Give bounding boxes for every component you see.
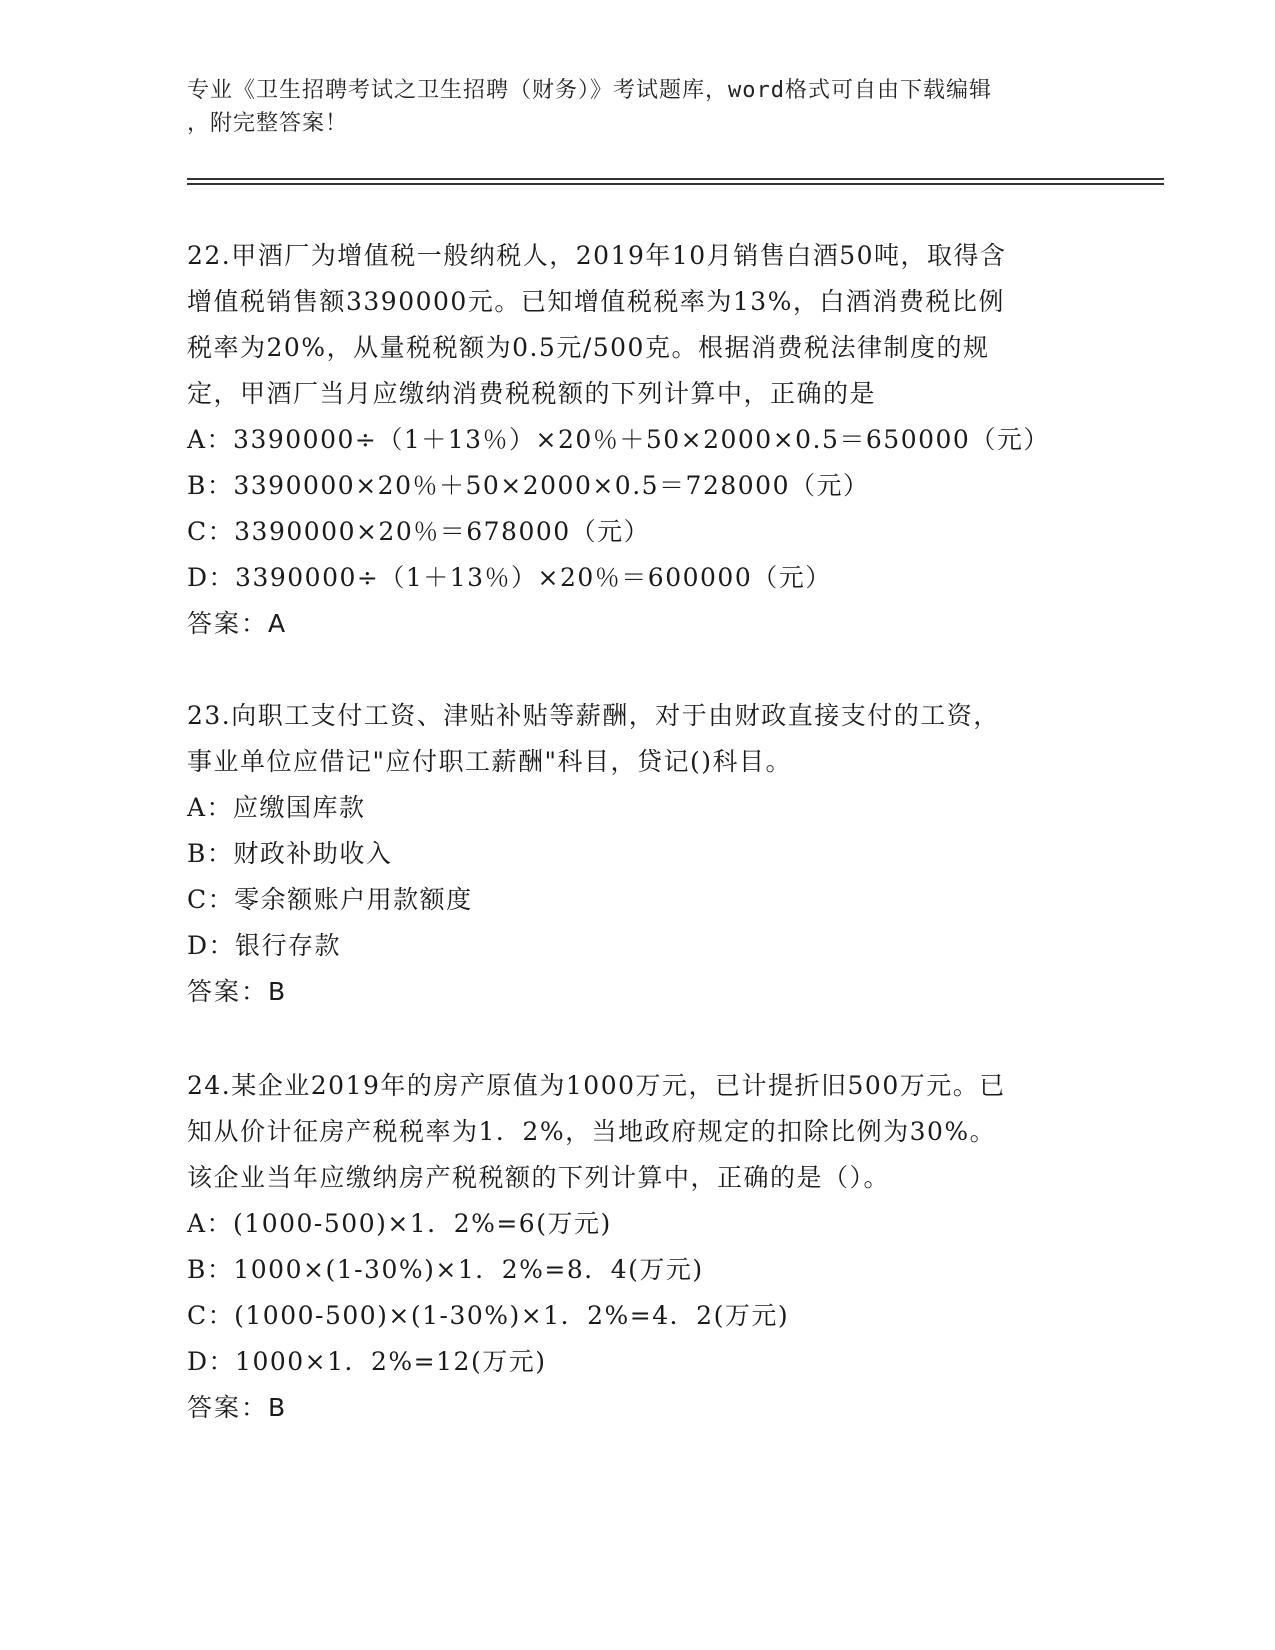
header-line-1: 专业《卫生招聘考试之卫生招聘（财务）》考试题库，word格式可自由下载编辑 [187,78,992,103]
option-b: B：1000×(1-30%)×1．2%=8．4(万元) [187,1255,704,1284]
header-line-2: ，附完整答案！ [187,111,349,136]
answer-line: 答案：B [187,1393,288,1422]
answer-line: 答案：B [187,977,288,1006]
stem-line: 24.某企业2019年的房产原值为1000万元，已计提折旧500万元。已 [187,1071,1006,1100]
option-c: C：(1000-500)×(1-30%)×1．2%=4．2(万元) [187,1301,790,1330]
stem-line: 23.向职工支付工资、津贴补贴等薪酬，对于由财政直接支付的工资， [187,701,1000,730]
option-b: B：财政补助收入 [187,839,393,868]
option-d: D：3390000÷（1＋13％）×20％＝600000（元） [187,563,832,592]
stem-line: 定，甲酒厂当月应缴纳消费税税额的下列计算中，正确的是 [187,379,877,408]
option-c: C：零余额账户用款额度 [187,885,473,914]
question-stem [187,1063,1087,1201]
question-22 [187,233,1087,647]
question-23 [187,693,1087,1015]
header-divider-bottom [187,183,1164,185]
stem-line: 22.甲酒厂为增值税一般纳税人，2019年10月销售白酒50吨，取得含 [187,241,1007,270]
question-stem [187,693,1087,785]
question-24 [187,1063,1087,1431]
option-b: B：3390000×20％＋50×2000×0.5＝728000（元） [187,471,870,500]
option-a: A：(1000-500)×1．2%=6(万元) [187,1209,612,1238]
document-header [187,74,1087,140]
stem-line: 增值税销售额3390000元。已知增值税税率为13%，白酒消费税比例 [187,287,1005,316]
answer-line: 答案：A [187,609,288,638]
option-a: A：3390000÷（1＋13％）×20％＋50×2000×0.5＝650000（元） [187,425,1050,454]
option-a: A：应缴国库款 [187,793,366,822]
option-d: D：银行存款 [187,931,342,960]
option-d: D：1000×1．2%=12(万元) [187,1347,547,1376]
stem-line: 知从价计征房产税税率为1．2%，当地政府规定的扣除比例为30%。 [187,1117,997,1146]
stem-line: 该企业当年应缴纳房产税税额的下列计算中，正确的是（）。 [187,1163,891,1192]
stem-line: 事业单位应借记"应付职工薪酬"科目，贷记()科目。 [187,747,793,776]
option-c: C：3390000×20％＝678000（元） [187,517,651,546]
question-stem [187,233,1087,417]
stem-line: 税率为20%，从量税税额为0.5元/500克。根据消费税法律制度的规 [187,333,990,362]
header-divider-top [187,178,1164,180]
